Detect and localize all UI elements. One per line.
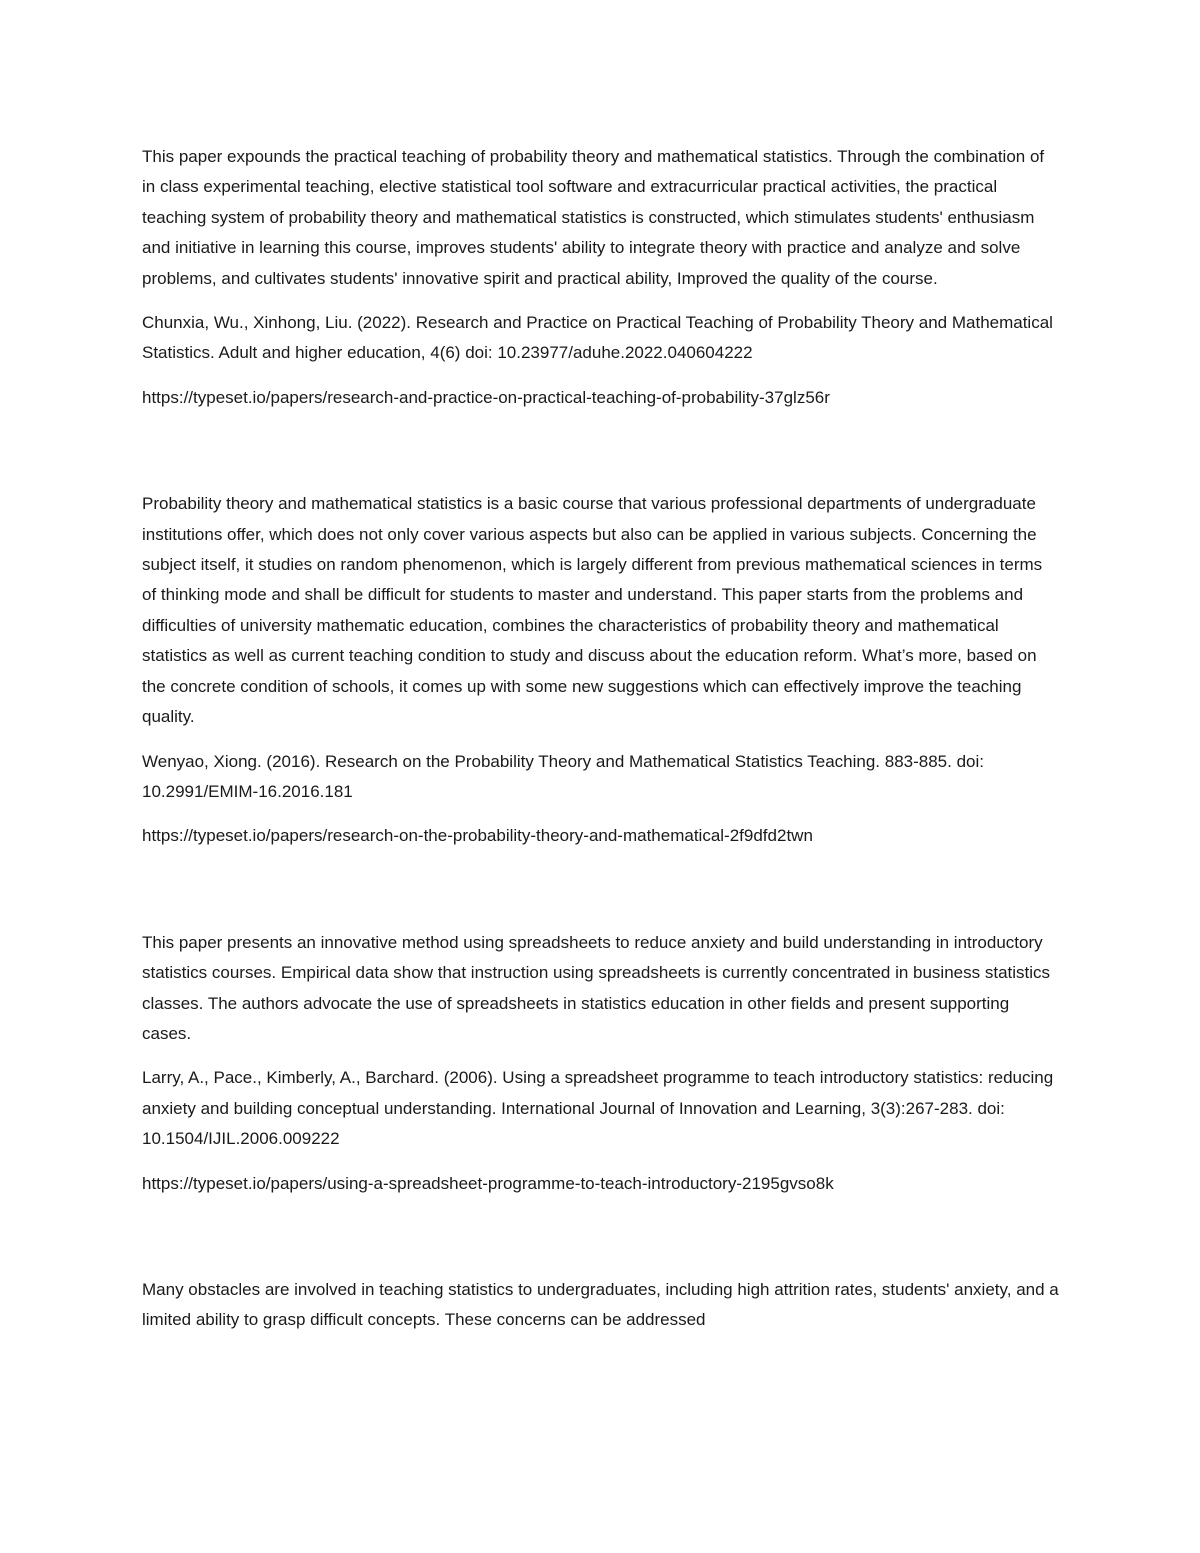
entry-spacer [142, 413, 1060, 489]
paper-link[interactable]: https://typeset.io/papers/using-a-spreadsheet-programme-to-teach-introductory-2195gvso8k [142, 1173, 834, 1193]
citation-paragraph: Wenyao, Xiong. (2016). Research on the Probability Theory and Mathematical Statistics Teaching. 883-885. doi: 10.2991/EMIM-16.2016.181 [142, 751, 984, 801]
abstract-paragraph: This paper presents an innovative method using spreadsheets to reduce anxiety and build understanding in introductory statistics courses. Empirical data show that instruction using spreadsheets is currently concentrated in business statistics classes. The authors advocate the use of spreadsheets in statistics education in other fields and present supporting cases. [142, 932, 1051, 1043]
abstract-paragraph: Probability theory and mathematical statistics is a basic course that various professional departments of undergraduate institutions offer, which does not only cover various aspects but also can be applied in various subjects. Concerning the subject itself, it studies on random phenomenon, which is largely different from previous mathematical sciences in terms of thinking mode and shall be difficult for students to master and understand. This paper starts from the problems and difficulties of university mathematic education, combines the characteristics of probability theory and mathematical statistics as well as current teaching condition to study and discuss about the education reform. What’s more, based on the concrete condition of schools, it comes up with some new suggestions which can effectively improve the teaching quality. [142, 494, 1043, 727]
abstract-paragraph: This paper expounds the practical teaching of probability theory and mathematical statistics. Through the combination of in class experimental teaching, elective statistical tool software and extracurricular practical activities, the practical teaching system of probability theory and mathematical statistics is constructed, which stimulates students' enthusiasm and initiative in learning this course, improves students' ability to integrate theory with practice and analyze and solve problems, and cultivates students' innovative spirit and practical ability, Improved the quality of the course. [142, 147, 1045, 288]
document-body [142, 142, 1060, 1336]
entry-spacer [142, 852, 1060, 928]
reference-entry-1 [142, 142, 1060, 413]
entry-spacer [142, 1199, 1060, 1275]
reference-entry-2 [142, 489, 1060, 851]
reference-entry-4 [142, 1275, 1060, 1336]
reference-entry-3 [142, 928, 1060, 1199]
citation-paragraph: Larry, A., Pace., Kimberly, A., Barchard. (2006). Using a spreadsheet programme to teach introductory statistics: reducing anxiety and building conceptual understanding. International Journal of Innovation and Learning, 3(3):267-283. doi: 10.1504/IJIL.2006.009222 [142, 1068, 1054, 1149]
paper-link[interactable]: https://typeset.io/papers/research-on-the-probability-theory-and-mathematical-2f9dfd2twn [142, 826, 813, 846]
abstract-paragraph: Many obstacles are involved in teaching statistics to undergraduates, including high attrition rates, students' anxiety, and a limited ability to grasp difficult concepts. These concerns can be addressed [142, 1279, 1059, 1330]
paper-link[interactable]: https://typeset.io/papers/research-and-practice-on-practical-teaching-of-probability-37glz56r [142, 387, 830, 407]
citation-paragraph: Chunxia, Wu., Xinhong, Liu. (2022). Research and Practice on Practical Teaching of Probability Theory and Mathematical Statistics. Adult and higher education, 4(6) doi: 10.23977/aduhe.2022.040604222 [142, 313, 1053, 363]
